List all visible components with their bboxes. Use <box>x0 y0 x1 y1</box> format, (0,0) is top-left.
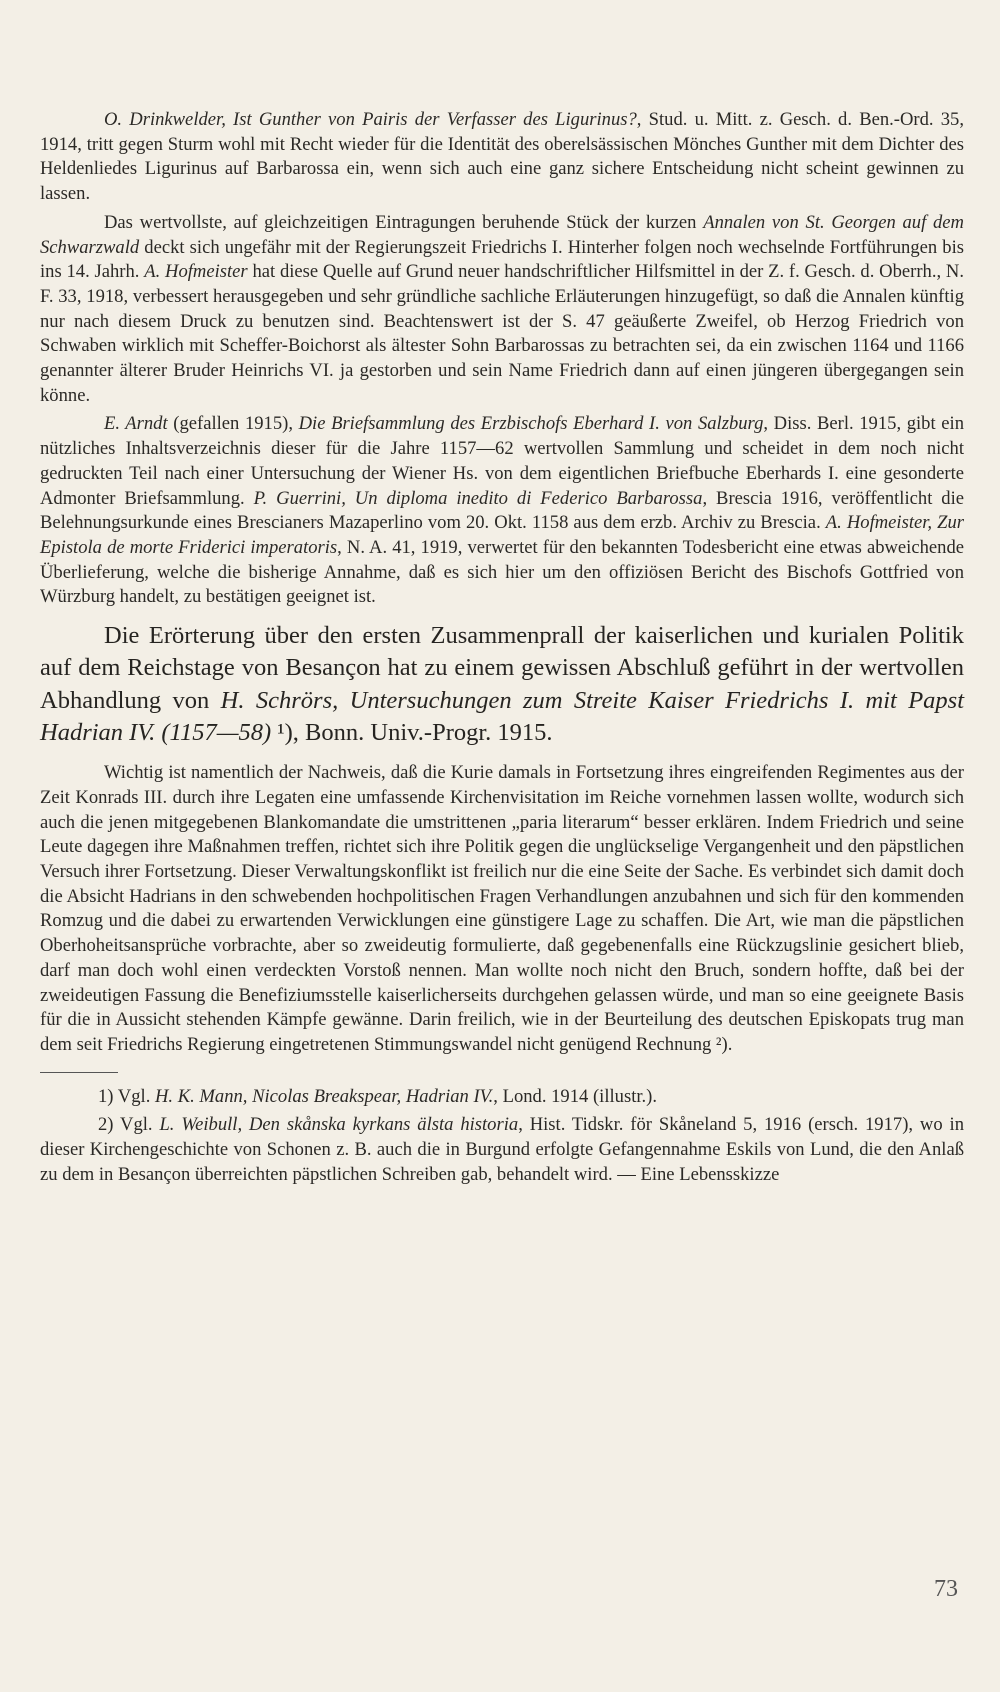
upper-text-block <box>40 108 964 610</box>
text-run: , Stud. u. Mitt. z. Gesch. d. Ben.-Ord. 35, 1914, tritt gegen Sturm wohl mit Recht wieder für die Identität des oberelsässischen Mönches Gunther mit dem Dichter des Heldenliedes Ligurinus auf Barbarossa ein, wenn sich auch eine ganz sichere Entscheidung nicht scheint gewinnen zu lassen. <box>40 109 964 205</box>
italic-citation: L. Weibull, Den skånska kyrkans älsta historia <box>159 1114 519 1136</box>
italic-citation: E. Arndt <box>104 413 168 435</box>
text-run: Die Erörterung über den ersten Zusammenprall der kaiserlichen und kurialen Politik auf dem Reichstage von Besançon hat zu einem gewissen Abschluß geführt in der wertvollen Abhandlung von <box>40 622 964 714</box>
text-run: deckt sich ungefähr mit der Regierungszeit Friedrichs I. Hinterher folgen noch wechselnde Fortführungen bis ins 14. Jahrh. <box>40 236 964 283</box>
italic-citation: H. K. Mann, Nicolas Breakspear, Hadrian IV. <box>155 1085 494 1107</box>
paragraph-annalen <box>40 211 964 409</box>
footnote-1 <box>40 1085 964 1110</box>
paragraph-drinkwelder <box>40 108 964 207</box>
italic-citation: A. Hofmeister <box>144 261 248 283</box>
text-run: , N. A. 41, 1919, verwertet für den bekannten Todesbericht eine etwas abweichende Überlieferung, welche die bisherige Annahme, daß es sich hier um den offiziösen Bericht des Bischofs Gottfried von Würzburg handelt, zu bestätigen geeignet ist. <box>40 536 964 608</box>
italic-citation: Die Briefsammlung des Erzbischofs Eberhard I. von Salzburg <box>298 413 764 435</box>
text-run: Wichtig ist namentlich der Nachweis, daß die Kurie damals in Fortsetzung ihres eingreifenden Regimentes aus der Zeit Konrads III. durch ihre Legaten eine umfassende Kirchenvisitation im Reiche vornehmen lassen wollte, wodurch sich auch die jenen mitgegebenen Blankomandate die umstrittenen „paria literarum“ besser erklären. Indem Friedrich und seine Leute dagegen ihre Maßnahmen treffen, richtet sich ihre Politik gegen die unglückselige Vergangenheit und den päpstlichen Versuch ihrer Fortsetzung. Dieser Verwaltungskonflikt ist freilich nur die eine Seite der Sache. Es verbindet sich damit doch die Absicht Hadrians in den schwebenden hochpolitischen Fragen Verhandlungen anzubahnen und sich für den kommenden Romzug und die dabei zu erwartenden Verwicklungen eine günstigere Lage zu schaffen. Die Art, wie man die päpstlichen Oberhoheitsansprüche vorbrachte, aber so zweideutig formulierte, daß gegebenenfalls eine Rückzugslinie gesichert blieb, darf man doch wohl einen verdeckten Vorstoß nennen. Man wollte noch nicht den Bruch, sondern hoffte, daß bei der zweideutigen Fassung die Benefiziumsstelle kaiserlicherseits durchgehen gelassen würde, und man so eine geeignete Basis für die in Aussicht stehenden Kämpfe gewänne. Darin freilich, wie in der Beurteilung des deutschen Episkopats trug man dem seit Friedrichs Regierung eingetretenen Stimmungswandel nicht genügend Rechnung ²). <box>40 762 964 1055</box>
text-run: ¹), Bonn. Univ.-Progr. 1915. <box>271 718 553 746</box>
footnote-divider <box>40 1072 118 1073</box>
paragraph-arndt <box>40 412 964 610</box>
text-run: , Hist. Tidskr. för Skåneland 5, 1916 (ersch. 1917), wo in dieser Kirchengeschichte von Schonen z. B. auch die in Burgund erfolgte Gefangennahme Eskils von Lund, die den Anlaß zu dem in Besançon überreichten päpstlichen Schreiben gab, behandelt wird. — Eine Lebensskizze <box>40 1114 964 1185</box>
text-run: , Lond. 1914 (illustr.). <box>493 1085 658 1107</box>
section-lead-paragraph <box>40 620 964 749</box>
page-number: 73 <box>934 1576 958 1602</box>
text-run: (gefallen 1915), <box>167 413 299 435</box>
italic-citation: O. Drinkwelder, Ist Gunther von Pairis der Verfasser des Ligurinus? <box>104 109 637 130</box>
text-run: hat diese Quelle auf Grund neuer handschriftlicher Hilfsmittel in der Z. f. Gesch. d. Oberrh., N. F. 33, 1918, verbessert herausgegeben und sehr gründliche sachliche Erläuterungen hinzugefügt, so daß die Annalen künftig nur nach diesem Druck zu benutzen sind. Beachtenswert ist der S. 47 geäußerte Zweifel, ob Herzog Friedrich von Schwaben wirklich mit Scheffer-Boichorst als ältester Sohn Barbarossas zu betrachten sei, da ein zwischen 1164 und 1166 genannter älterer Bruder Heinrichs VI. ja gestorben und sein Name Friedrich dann auf einen jüngeren übergegangen sein könne. <box>40 261 964 406</box>
italic-citation: H. Schrörs, Untersuchungen zum Streite Kaiser Friedrichs I. mit Papst Hadrian IV. (1157—58) <box>40 686 965 746</box>
footnote-2 <box>40 1113 964 1187</box>
italic-citation: A. Hofmeister, Zur Epistola de morte Friderici imperatoris <box>40 512 964 558</box>
text-run: 2) Vgl. <box>98 1114 160 1136</box>
text-run: , Diss. Berl. 1915, gibt ein nützliches Inhaltsverzeichnis dieser für die Jahre 1157—62 wertvollen Sammlung und scheidet in dem noch nicht gedruckten Teil nach einer Untersuchung der Wiener Hs. von dem eigentlichen Briefbuche Eberhards I. eine gesonderte Admonter Briefsammlung. <box>40 413 964 509</box>
footnotes <box>40 1085 964 1188</box>
text-run: 1) Vgl. <box>98 1085 155 1107</box>
paragraph-nachweis <box>40 761 964 1057</box>
italic-citation: Annalen von St. Georgen auf dem Schwarzwald <box>40 211 964 258</box>
text-run: Das wertvollste, auf gleichzeitigen Eintragungen beruhende Stück der kurzen <box>104 211 704 233</box>
italic-citation: P. Guerrini, Un diploma inedito di Federico Barbarossa <box>253 487 703 509</box>
text-run: , Brescia 1916, veröffentlicht die Belehnungsurkunde eines Brescianers Mazaperlino vom 20. Okt. 1158 aus dem erzb. Archiv zu Brescia. <box>40 487 965 534</box>
